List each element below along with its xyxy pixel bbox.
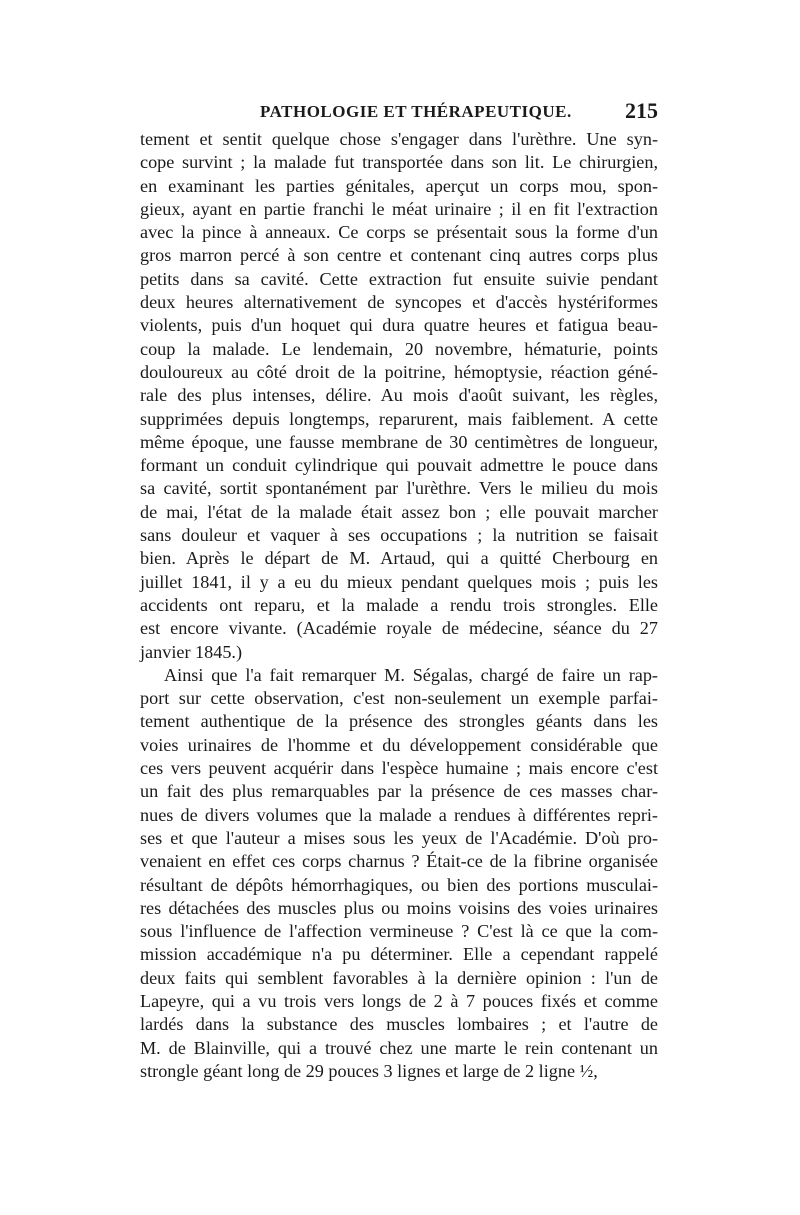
text-line: mission accadémique n'a pu déterminer. Elle a cependant rappelé [140,944,658,965]
text-line: tement et sentit quelque chose s'engager dans l'urèthre. Une syn- [140,129,658,149]
text-line: sous l'influence de l'affection vermineuse ? C'est là ce que la com- [140,921,658,942]
text-line: Ainsi que l'a fait remarquer M. Ségalas, chargé de faire un rap- [164,664,658,685]
text-line: ses et que l'auteur a mises sous les yeux de l'Académie. D'où pro- [140,827,658,848]
running-head [140,100,660,128]
text-line: port sur cette observation, c'est non-seulement un exemple parfai- [140,688,658,709]
text-line: janvier 1845.) [140,641,243,662]
text-line: de mai, l'état de la malade était assez bon ; elle pouvait marcher [140,501,658,522]
text-line: formant un conduit cylindrique qui pouvait admettre le pouce dans [140,455,658,476]
text-line: avec la pince à anneaux. Ce corps se présentait sous la forme d'un [140,222,658,243]
text-line: résultant de dépôts hémorrhagiques, ou bien des portions musculai- [140,874,658,895]
text-line: cope survint ; la malade fut transportée dans son lit. Le chirurgien, [140,152,658,173]
text-line: un fait des plus remarquables par la présence de ces masses char- [140,781,658,802]
running-title: PATHOLOGIE ET THÉRAPEUTIQUE. [260,102,572,121]
paragraph-1 [140,128,658,664]
text-line: juillet 1841, il y a eu du mieux pendant quelques mois ; puis les [140,571,658,592]
paragraph-2 [140,664,658,1083]
text-line: sans douleur et vaquer à ses occupations ; la nutrition se faisait [140,525,658,546]
text-line: lardés dans la substance des muscles lombaires ; et l'autre de [140,1014,658,1035]
text-line: nues de divers volumes que la malade a rendues à différentes repri- [140,804,658,825]
text-line: coup la malade. Le lendemain, 20 novembre, hématurie, points [140,338,658,359]
text-line: sa cavité, sortit spontanément par l'urèthre. Vers le milieu du mois [140,478,658,499]
text-line: ces vers peuvent acquérir dans l'espèce humaine ; mais encore c'est [140,758,658,779]
text-line: accidents ont reparu, et la malade a rendu trois strongles. Elle [140,594,658,615]
text-line: supprimées depuis longtemps, reparurent, mais faiblement. A cette [140,408,658,429]
text-line: Lapeyre, qui a vu trois vers longs de 2 à 7 pouces fixés et comme [140,990,658,1011]
text-line: venaient en effet ces corps charnus ? Était-ce de la fibrine organisée [140,851,658,872]
text-line: en examinant les parties génitales, aperçut un corps mou, spon- [140,175,658,196]
page-number: 215 [625,98,658,123]
text-line: même époque, une fausse membrane de 30 centimètres de longueur, [140,431,658,452]
text-line: violents, puis d'un hoquet qui dura quatre heures et fatigua beau- [140,315,658,336]
body-text [140,128,658,1083]
text-line: petits dans sa cavité. Cette extraction fut ensuite suivie pendant [140,268,658,289]
text-line: M. de Blainville, qui a trouvé chez une marte le rein contenant un [140,1037,658,1058]
text-line: douloureux au côté droit de la poitrine, hémoptysie, réaction géné- [140,361,658,382]
text-line: gieux, ayant en partie franchi le méat urinaire ; il en fit l'extraction [140,198,658,219]
text-line: voies urinaires de l'homme et du développement considérable que [140,734,658,755]
text-line: deux faits qui semblent favorables à la dernière opinion : l'un de [140,967,658,988]
text-line: est encore vivante. (Académie royale de médecine, séance du 27 [140,618,658,639]
text-line: bien. Après le départ de M. Artaud, qui a quitté Cherbourg en [140,548,658,569]
text-line: tement authentique de la présence des strongles géants dans les [140,711,658,732]
text-line: gros marron percé à son centre et contenant cinq autres corps plus [140,245,658,266]
text-line: rale des plus intenses, délire. Au mois d'août suivant, les règles, [140,385,658,406]
text-line: deux heures alternativement de syncopes et d'accès hystériformes [140,292,658,313]
text-line: strongle géant long de 29 pouces 3 lignes et large de 2 ligne ½, [140,1060,598,1081]
text-line: res détachées des muscles plus ou moins voisins des voies urinaires [140,897,658,918]
